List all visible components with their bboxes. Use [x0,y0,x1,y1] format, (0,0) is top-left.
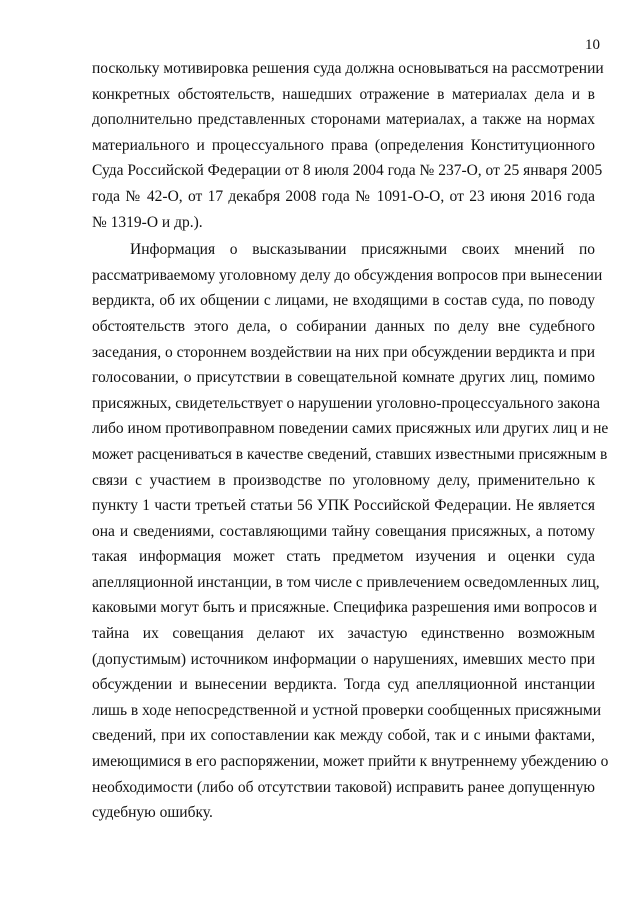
text-line: она и сведениями, составляющими тайну совещания присяжных, а потому [92,522,595,540]
text-line: года № 42-О, от 17 декабря 2008 года № 1091-О-О, от 23 июня 2016 года [92,187,595,205]
text-line: голосовании, о присутствии в совещательной комнате других лиц, помимо [92,369,595,387]
text-line: поскольку мотивировка решения суда должна основываться на рассмотрении [92,60,604,77]
text-line: пункту 1 части третьей статьи 56 УПК Российской Федерации. Не является [92,497,595,515]
text-line: конкретных обстоятельств, нашедших отражение в материалах дела и в [92,85,595,103]
text-line: тайна их совещания делают их зачастую единственно возможным [92,625,595,643]
text-line: обстоятельств этого дела, о собирании данных по делу вне судебного [92,317,595,335]
text-line: присяжных, свидетельствует о нарушении уголовно-процессуального закона [92,394,601,412]
paragraph-1 [92,56,604,235]
text-line: (допустимым) источником информации о нарушениях, имевших место при [92,650,595,668]
text-line: может расцениваться в качестве сведений, ставших известными присяжным в [92,445,608,463]
text-line: апелляционной инстанции, в том числе с привлечением осведомленных лиц, [92,573,600,591]
text-line: либо ином противоправном поведении самих присяжных или других лиц и не [92,420,609,438]
text-line: каковыми могут быть и присяжные. Специфика разрешения ими вопросов и [92,599,598,617]
text-line: судебную ошибку. [92,804,213,822]
text-line: № 1319-О и др.). [92,213,203,231]
text-line: рассматриваемому уголовному делу до обсуждения вопросов при вынесении [92,266,603,284]
text-line: материального и процессуального права (определения Конституционного [92,136,595,154]
text-line: лишь в ходе непосредственной и устной проверки сообщенных присяжными [92,701,601,719]
text-line: обсуждении и вынесении вердикта. Тогда суд апелляционной инстанции [92,676,595,694]
text-line: Суда Российской Федерации от 8 июля 2004 года № 237-О, от 25 января 2005 [92,162,603,180]
body-text [92,56,609,826]
text-line: связи с участием в производстве по уголовному делу, применительно к [92,471,595,489]
text-line: имеющимися в его распоряжении, может прийти к внутреннему убеждению о [92,753,609,771]
text-line: дополнительно представленных сторонами материалах, а также на нормах [92,111,595,129]
text-line: сведений, при их сопоставлении как между собой, так и с иными фактами, [92,727,595,745]
page-number: 10 [585,37,600,53]
paragraph-2 [92,237,609,826]
text-line: необходимости (либо об отсутствии таковой) исправить ранее допущенную [92,778,595,796]
text-line: вердикта, об их общении с лицами, не входящими в состав суда, по поводу [92,292,595,310]
text-line: заседания, о стороннем воздействии на них при обсуждении вердикта и при [92,343,595,361]
text-line: такая информация может стать предметом изучения и оценки суда [92,548,595,566]
text-line: Информация о высказывании присяжными своих мнений по [130,241,595,259]
